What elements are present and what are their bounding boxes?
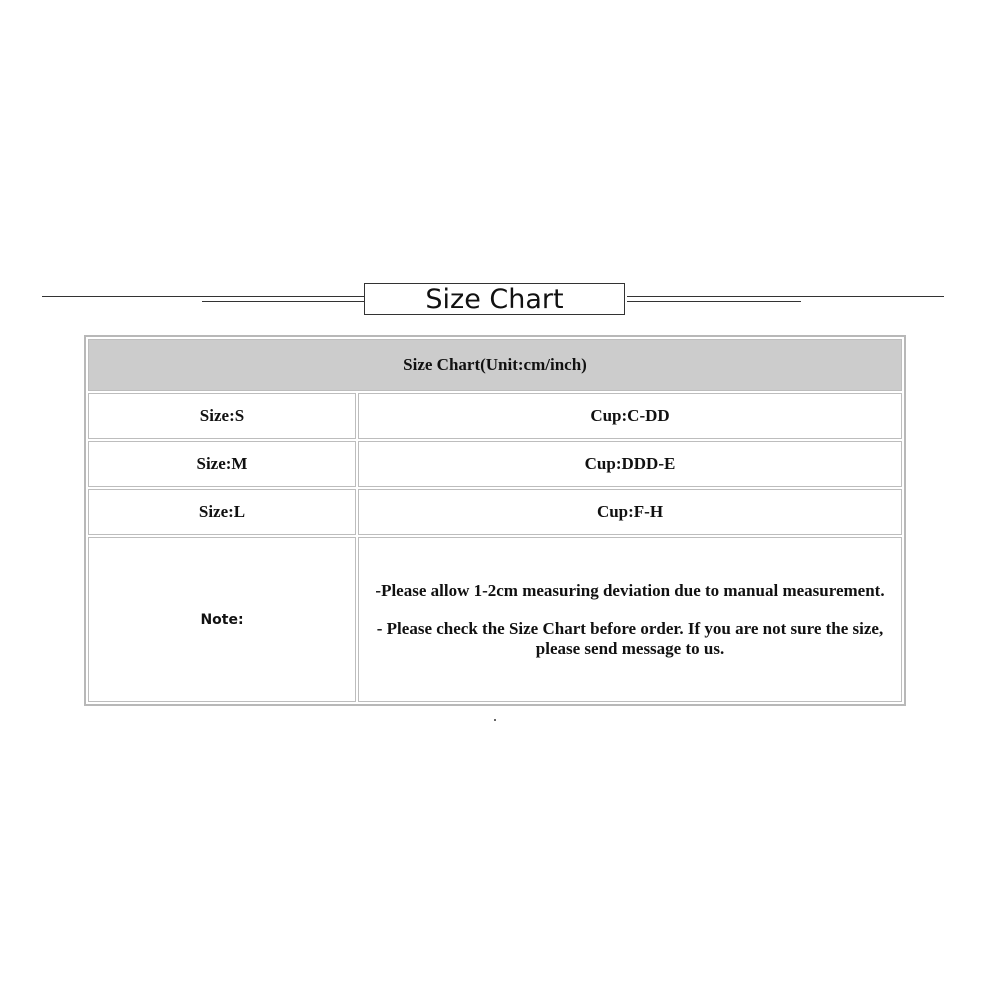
note-text bbox=[358, 537, 902, 702]
page-title: Size Chart bbox=[425, 283, 564, 315]
page-title-box bbox=[364, 283, 625, 315]
table-row bbox=[88, 489, 902, 535]
table-header: Size Chart(Unit:cm/inch) bbox=[88, 339, 902, 391]
note-line: - Please check the Size Chart before order. If you are not sure the size, please send message to us. bbox=[376, 618, 884, 658]
cup-cell: Cup:DDD-E bbox=[358, 441, 902, 487]
banner-line-inner-right bbox=[627, 301, 801, 302]
table-header-row bbox=[88, 339, 902, 391]
size-chart-table bbox=[84, 335, 906, 706]
note-line: -Please allow 1-2cm measuring deviation due to manual measurement. bbox=[375, 580, 885, 600]
note-label: Note: bbox=[88, 537, 356, 702]
banner-line-outer-right bbox=[627, 296, 944, 297]
table-row bbox=[88, 393, 902, 439]
cup-cell: Cup:F-H bbox=[358, 489, 902, 535]
dot-mark bbox=[494, 719, 496, 721]
size-cell: Size:M bbox=[88, 441, 356, 487]
size-cell: Size:L bbox=[88, 489, 356, 535]
size-cell: Size:S bbox=[88, 393, 356, 439]
banner-line-inner-left bbox=[202, 301, 364, 302]
banner-line-outer-left bbox=[42, 296, 364, 297]
table-row bbox=[88, 441, 902, 487]
note-row bbox=[88, 537, 902, 702]
cup-cell: Cup:C-DD bbox=[358, 393, 902, 439]
